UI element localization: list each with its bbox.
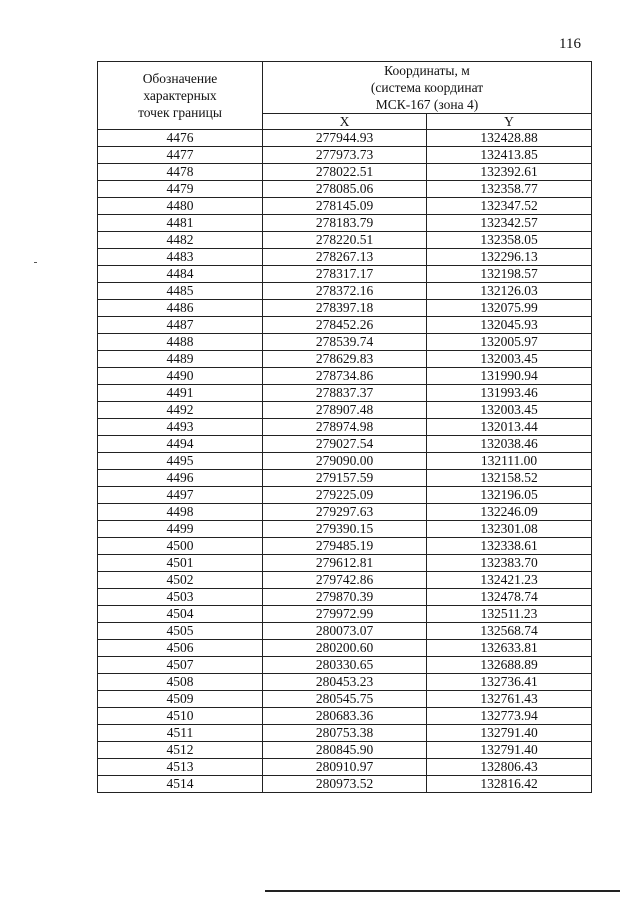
coords-header-line-3: МСК-167 (зона 4) — [375, 97, 479, 112]
coordinates-table — [97, 61, 592, 793]
y-coordinate-cell: 132736.41 — [427, 674, 592, 691]
y-coordinate-cell: 132246.09 — [427, 504, 592, 521]
y-coordinate-cell: 132003.45 — [427, 351, 592, 368]
x-coordinate-cell: 279742.86 — [263, 572, 427, 589]
point-id-cell: 4493 — [98, 419, 263, 436]
point-id-cell: 4513 — [98, 759, 263, 776]
table-row — [98, 232, 592, 249]
table-row — [98, 317, 592, 334]
table-row — [98, 164, 592, 181]
point-id-cell: 4511 — [98, 725, 263, 742]
point-id-cell: 4480 — [98, 198, 263, 215]
table-row — [98, 402, 592, 419]
footer-rule — [265, 890, 620, 892]
y-coordinate-cell: 132158.52 — [427, 470, 592, 487]
point-id-cell: 4488 — [98, 334, 263, 351]
table-row — [98, 300, 592, 317]
y-coordinate-cell: 132633.81 — [427, 640, 592, 657]
table-row — [98, 419, 592, 436]
coordinates-group-header — [263, 62, 592, 114]
x-coordinate-cell: 278539.74 — [263, 334, 427, 351]
point-id-cell: 4501 — [98, 555, 263, 572]
point-header-line-2: характерных — [143, 88, 217, 103]
x-coordinate-cell: 279297.63 — [263, 504, 427, 521]
point-id-cell: 4482 — [98, 232, 263, 249]
x-coordinate-cell: 277944.93 — [263, 130, 427, 147]
x-coordinate-cell: 279972.99 — [263, 606, 427, 623]
point-id-cell: 4507 — [98, 657, 263, 674]
y-coordinate-cell: 132196.05 — [427, 487, 592, 504]
point-id-cell: 4491 — [98, 385, 263, 402]
table-row — [98, 572, 592, 589]
point-id-cell: 4490 — [98, 368, 263, 385]
point-id-cell: 4479 — [98, 181, 263, 198]
x-coordinate-cell: 280545.75 — [263, 691, 427, 708]
point-id-cell: 4476 — [98, 130, 263, 147]
y-coordinate-cell: 132198.57 — [427, 266, 592, 283]
point-id-cell: 4478 — [98, 164, 263, 181]
y-coordinate-cell: 132806.43 — [427, 759, 592, 776]
point-header-line-1: Обозначение — [142, 71, 218, 86]
point-id-cell: 4508 — [98, 674, 263, 691]
table-row — [98, 759, 592, 776]
table-row — [98, 742, 592, 759]
x-coordinate-cell: 278372.16 — [263, 283, 427, 300]
y-coordinate-cell: 132511.23 — [427, 606, 592, 623]
x-coordinate-cell: 279090.00 — [263, 453, 427, 470]
y-coordinate-cell: 132568.74 — [427, 623, 592, 640]
x-coordinate-cell: 278022.51 — [263, 164, 427, 181]
table-row — [98, 266, 592, 283]
y-coordinate-cell: 132301.08 — [427, 521, 592, 538]
y-coordinate-cell: 132761.43 — [427, 691, 592, 708]
table-row — [98, 147, 592, 164]
table-row — [98, 249, 592, 266]
x-coordinate-cell: 280200.60 — [263, 640, 427, 657]
x-coordinate-cell: 278183.79 — [263, 215, 427, 232]
table-row — [98, 725, 592, 742]
x-column-header: X — [263, 114, 427, 130]
table-row — [98, 708, 592, 725]
table-row — [98, 470, 592, 487]
x-coordinate-cell: 278317.17 — [263, 266, 427, 283]
y-coordinate-cell: 132421.23 — [427, 572, 592, 589]
x-coordinate-cell: 278974.98 — [263, 419, 427, 436]
y-coordinate-cell: 132045.93 — [427, 317, 592, 334]
point-id-cell: 4489 — [98, 351, 263, 368]
point-id-cell: 4512 — [98, 742, 263, 759]
table-row — [98, 589, 592, 606]
table-row — [98, 453, 592, 470]
point-column-header — [98, 62, 263, 130]
y-coordinate-cell: 132075.99 — [427, 300, 592, 317]
table-body — [98, 130, 592, 793]
point-id-cell: 4514 — [98, 776, 263, 793]
table-row — [98, 215, 592, 232]
x-coordinate-cell: 279225.09 — [263, 487, 427, 504]
table-row — [98, 130, 592, 147]
point-id-cell: 4487 — [98, 317, 263, 334]
table-row — [98, 606, 592, 623]
point-id-cell: 4505 — [98, 623, 263, 640]
y-coordinate-cell: 132347.52 — [427, 198, 592, 215]
table-row — [98, 436, 592, 453]
table-row — [98, 351, 592, 368]
x-coordinate-cell: 279157.59 — [263, 470, 427, 487]
y-coordinate-cell: 132688.89 — [427, 657, 592, 674]
x-coordinate-cell: 280330.65 — [263, 657, 427, 674]
y-coordinate-cell: 132003.45 — [427, 402, 592, 419]
point-id-cell: 4481 — [98, 215, 263, 232]
x-coordinate-cell: 280910.97 — [263, 759, 427, 776]
y-coordinate-cell: 132013.44 — [427, 419, 592, 436]
x-coordinate-cell: 279027.54 — [263, 436, 427, 453]
point-id-cell: 4494 — [98, 436, 263, 453]
x-coordinate-cell: 280453.23 — [263, 674, 427, 691]
y-coordinate-cell: 131993.46 — [427, 385, 592, 402]
x-coordinate-cell: 278220.51 — [263, 232, 427, 249]
y-coordinate-cell: 132773.94 — [427, 708, 592, 725]
x-coordinate-cell: 280845.90 — [263, 742, 427, 759]
stray-mark — [34, 262, 37, 263]
x-coordinate-cell: 278267.13 — [263, 249, 427, 266]
y-coordinate-cell: 132338.61 — [427, 538, 592, 555]
y-coordinate-cell: 132005.97 — [427, 334, 592, 351]
x-coordinate-cell: 278397.18 — [263, 300, 427, 317]
table-row — [98, 198, 592, 215]
point-id-cell: 4495 — [98, 453, 263, 470]
point-id-cell: 4499 — [98, 521, 263, 538]
x-coordinate-cell: 280073.07 — [263, 623, 427, 640]
y-coordinate-cell: 131990.94 — [427, 368, 592, 385]
y-coordinate-cell: 132392.61 — [427, 164, 592, 181]
y-coordinate-cell: 132478.74 — [427, 589, 592, 606]
x-coordinate-cell: 277973.73 — [263, 147, 427, 164]
y-coordinate-cell: 132342.57 — [427, 215, 592, 232]
point-id-cell: 4506 — [98, 640, 263, 657]
x-coordinate-cell: 278452.26 — [263, 317, 427, 334]
point-id-cell: 4483 — [98, 249, 263, 266]
point-id-cell: 4510 — [98, 708, 263, 725]
y-coordinate-cell: 132358.77 — [427, 181, 592, 198]
page-number: 116 — [559, 36, 581, 52]
y-coordinate-cell: 132111.00 — [427, 453, 592, 470]
x-coordinate-cell: 279612.81 — [263, 555, 427, 572]
table-header-row — [98, 62, 592, 114]
point-id-cell: 4497 — [98, 487, 263, 504]
x-coordinate-cell: 278145.09 — [263, 198, 427, 215]
point-header-line-3: точек границы — [138, 105, 222, 120]
table-row — [98, 334, 592, 351]
table-row — [98, 385, 592, 402]
table-row — [98, 521, 592, 538]
point-id-cell: 4492 — [98, 402, 263, 419]
y-column-header: Y — [427, 114, 592, 130]
point-id-cell: 4484 — [98, 266, 263, 283]
x-coordinate-cell: 278629.83 — [263, 351, 427, 368]
point-id-cell: 4503 — [98, 589, 263, 606]
table-row — [98, 487, 592, 504]
point-id-cell: 4485 — [98, 283, 263, 300]
coords-header-line-1: Координаты, м — [384, 63, 470, 78]
y-coordinate-cell: 132296.13 — [427, 249, 592, 266]
x-coordinate-cell: 280973.52 — [263, 776, 427, 793]
table-row — [98, 691, 592, 708]
table-row — [98, 657, 592, 674]
point-id-cell: 4496 — [98, 470, 263, 487]
table-row — [98, 504, 592, 521]
table-row — [98, 283, 592, 300]
point-id-cell: 4504 — [98, 606, 263, 623]
point-id-cell: 4502 — [98, 572, 263, 589]
x-coordinate-cell: 279390.15 — [263, 521, 427, 538]
point-id-cell: 4498 — [98, 504, 263, 521]
y-coordinate-cell: 132791.40 — [427, 742, 592, 759]
table-row — [98, 674, 592, 691]
y-coordinate-cell: 132428.88 — [427, 130, 592, 147]
y-coordinate-cell: 132816.42 — [427, 776, 592, 793]
x-coordinate-cell: 278837.37 — [263, 385, 427, 402]
table-row — [98, 181, 592, 198]
point-id-cell: 4486 — [98, 300, 263, 317]
x-coordinate-cell: 278085.06 — [263, 181, 427, 198]
x-coordinate-cell: 278734.86 — [263, 368, 427, 385]
point-id-cell: 4477 — [98, 147, 263, 164]
y-coordinate-cell: 132038.46 — [427, 436, 592, 453]
point-id-cell: 4509 — [98, 691, 263, 708]
table-row — [98, 555, 592, 572]
x-coordinate-cell: 280753.38 — [263, 725, 427, 742]
y-coordinate-cell: 132126.03 — [427, 283, 592, 300]
y-coordinate-cell: 132791.40 — [427, 725, 592, 742]
table-row — [98, 538, 592, 555]
x-coordinate-cell: 280683.36 — [263, 708, 427, 725]
table-row — [98, 640, 592, 657]
y-coordinate-cell: 132383.70 — [427, 555, 592, 572]
table-row — [98, 776, 592, 793]
x-coordinate-cell: 278907.48 — [263, 402, 427, 419]
y-coordinate-cell: 132358.05 — [427, 232, 592, 249]
y-coordinate-cell: 132413.85 — [427, 147, 592, 164]
coords-header-line-2: (система координат — [370, 80, 484, 95]
x-coordinate-cell: 279485.19 — [263, 538, 427, 555]
table-row — [98, 623, 592, 640]
point-id-cell: 4500 — [98, 538, 263, 555]
table-row — [98, 368, 592, 385]
x-coordinate-cell: 279870.39 — [263, 589, 427, 606]
